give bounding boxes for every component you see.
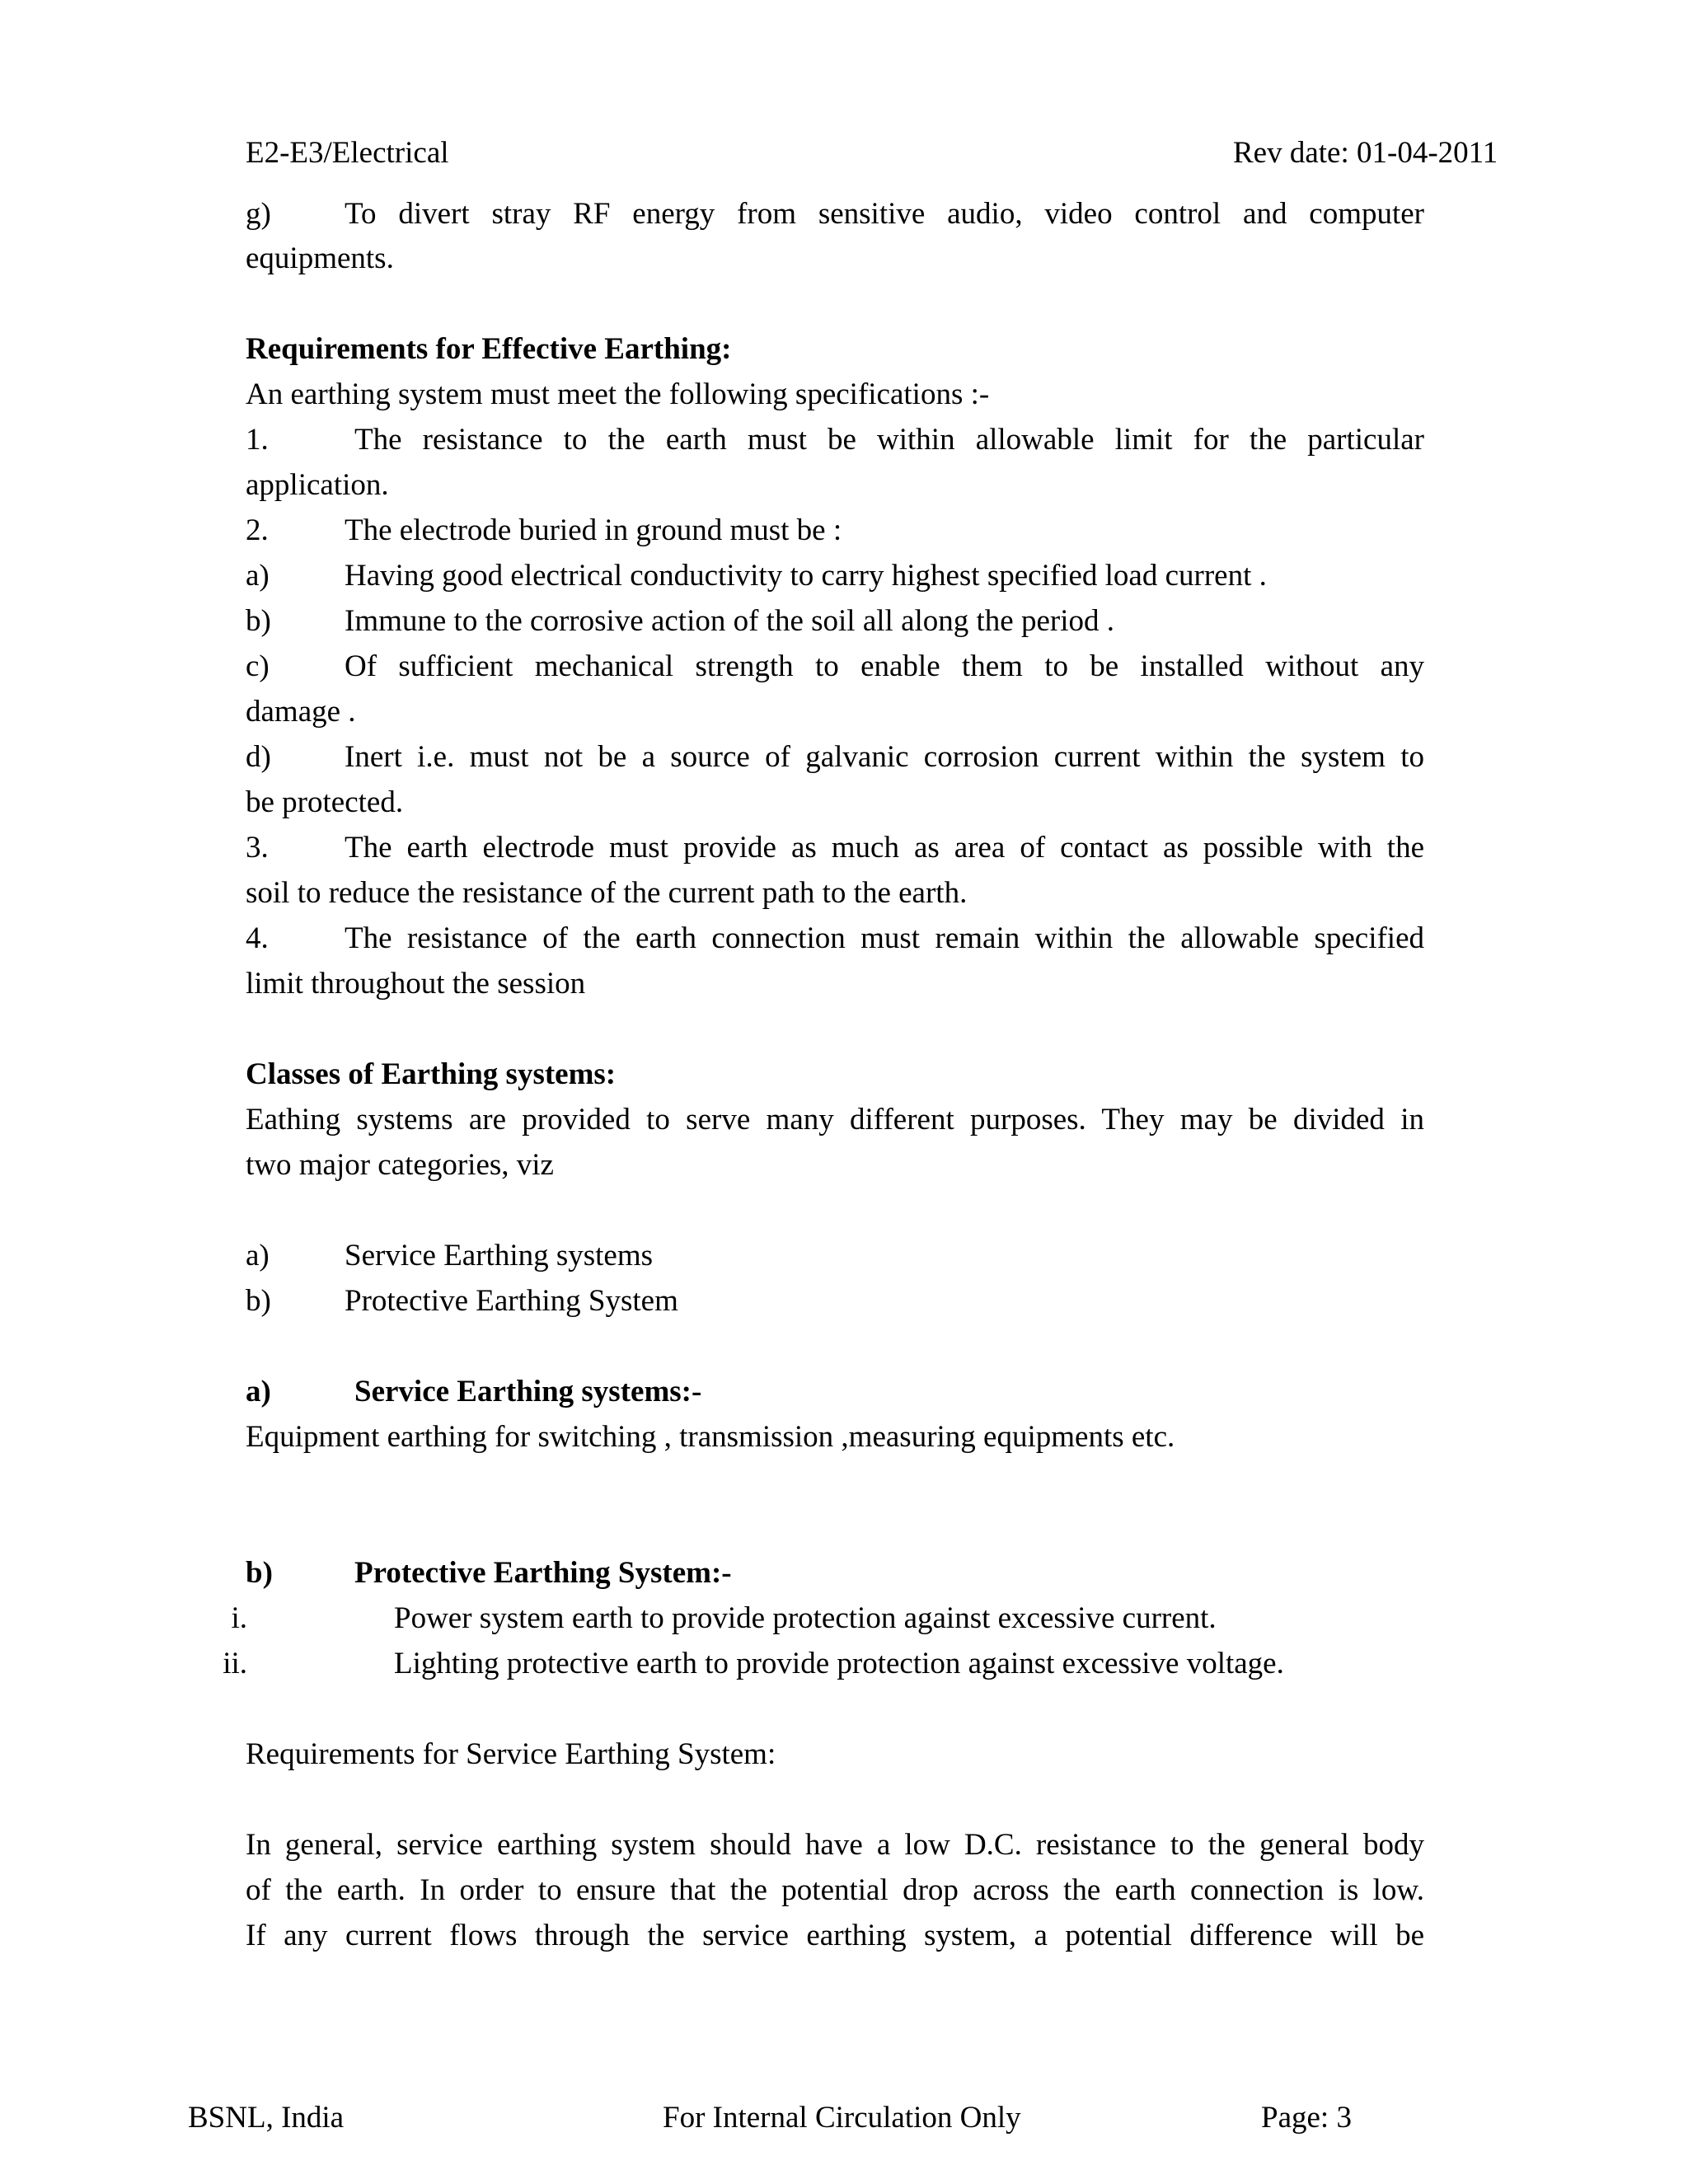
req-item-d-text: Inert i.e. must not be a source of galvanic corrosion current within the system to <box>345 740 1424 774</box>
req-item2 <box>246 513 1424 549</box>
req-item3-label: 3. <box>246 831 269 865</box>
classes-list-b-text: Protective Earthing System <box>345 1284 678 1318</box>
req-item3-line1 <box>246 830 1424 866</box>
protective-item-ii-label: ii. <box>223 1647 247 1680</box>
req-item-a-label: a) <box>246 559 270 593</box>
req-item-c-label: c) <box>246 649 270 683</box>
req-item4-label: 4. <box>246 921 269 955</box>
service-text: Equipment earthing for switching , transmission ,measuring equipments etc. <box>246 1420 1175 1454</box>
protective-item-i-text: Power system earth to provide protection against excessive current. <box>394 1601 1217 1635</box>
item-g-line1 <box>246 196 1424 232</box>
service-req-line1: In general, service earthing system should have a low D.C. resistance to the general body <box>246 1828 1424 1862</box>
item-g-text: To divert stray RF energy from sensitive audio, video control and computer <box>345 197 1424 231</box>
req-item-a <box>246 558 1424 594</box>
req-item-d-line1 <box>246 739 1424 776</box>
classes-heading: Classes of Earthing systems: <box>246 1057 617 1091</box>
req-item4-line1 <box>246 921 1424 957</box>
req-item-b <box>246 603 1424 640</box>
req-item-d-line2: be protected. <box>246 785 404 819</box>
classes-line1: Eathing systems are provided to serve many different purposes. They may be divided in <box>246 1103 1424 1137</box>
service-heading <box>246 1374 1424 1410</box>
classes-list-a-label: a) <box>246 1239 270 1272</box>
service-heading-label: a) <box>246 1375 271 1408</box>
header-left: E2-E3/Electrical <box>246 136 449 170</box>
req-item-b-label: b) <box>246 604 271 638</box>
classes-line2: two major categories, viz <box>246 1148 554 1182</box>
req-item1-line1 <box>246 422 1424 458</box>
req-item4-line2: limit throughout the session <box>246 967 586 1001</box>
req-item1-line2: application. <box>246 468 389 502</box>
req-item2-label: 2. <box>246 513 269 547</box>
protective-heading <box>246 1555 1424 1591</box>
item-g-label: g) <box>246 197 271 231</box>
protective-item-ii-text: Lighting protective earth to provide protection against excessive voltage. <box>394 1647 1284 1680</box>
service-req-heading: Requirements for Service Earthing System: <box>246 1737 776 1771</box>
protective-heading-label: b) <box>246 1556 273 1590</box>
classes-list-a-text: Service Earthing systems <box>345 1239 654 1272</box>
req-item2-text: The electrode buried in ground must be : <box>345 513 842 547</box>
req-item-b-text: Immune to the corrosive action of the soil all along the period . <box>345 604 1114 638</box>
classes-list-b <box>246 1283 1424 1319</box>
req-item-c-line2: damage . <box>246 695 356 729</box>
req-item3-text: The earth electrode must provide as much as area of contact as possible with the <box>345 831 1424 865</box>
req-heading: Requirements for Effective Earthing: <box>246 332 732 366</box>
classes-list-b-label: b) <box>246 1284 271 1318</box>
header-right: Rev date: 01-04-2011 <box>1233 136 1498 170</box>
req-item-d-label: d) <box>246 740 271 774</box>
protective-heading-text: Protective Earthing System:- <box>354 1556 732 1590</box>
footer-right: Page: 3 <box>1261 2101 1352 2135</box>
service-heading-text: Service Earthing systems:- <box>354 1375 702 1408</box>
item-g-line2: equipments. <box>246 241 394 275</box>
service-req-line2: of the earth. In order to ensure that the potential drop across the earth connection is low. <box>246 1873 1424 1907</box>
req-item-c-text: Of sufficient mechanical strength to enable them to be installed without any <box>345 649 1424 683</box>
protective-item-i-label: i. <box>231 1601 247 1635</box>
classes-list-a <box>246 1238 1424 1274</box>
req-item4-text: The resistance of the earth connection must remain within the allowable specified <box>345 921 1424 955</box>
service-req-line3: If any current flows through the service earthing system, a potential difference will be <box>246 1919 1424 1952</box>
req-item-c-line1 <box>246 649 1424 685</box>
footer-center: For Internal Circulation Only <box>663 2101 1021 2135</box>
footer-left: BSNL, India <box>188 2101 345 2135</box>
req-intro: An earthing system must meet the following specifications :- <box>246 377 990 411</box>
req-item3-line2: soil to reduce the resistance of the current path to the earth. <box>246 876 968 910</box>
req-item1-label: 1. <box>246 423 269 457</box>
req-item-a-text: Having good electrical conductivity to carry highest specified load current . <box>345 559 1267 593</box>
req-item1-text: The resistance to the earth must be within allowable limit for the particular <box>354 423 1424 457</box>
